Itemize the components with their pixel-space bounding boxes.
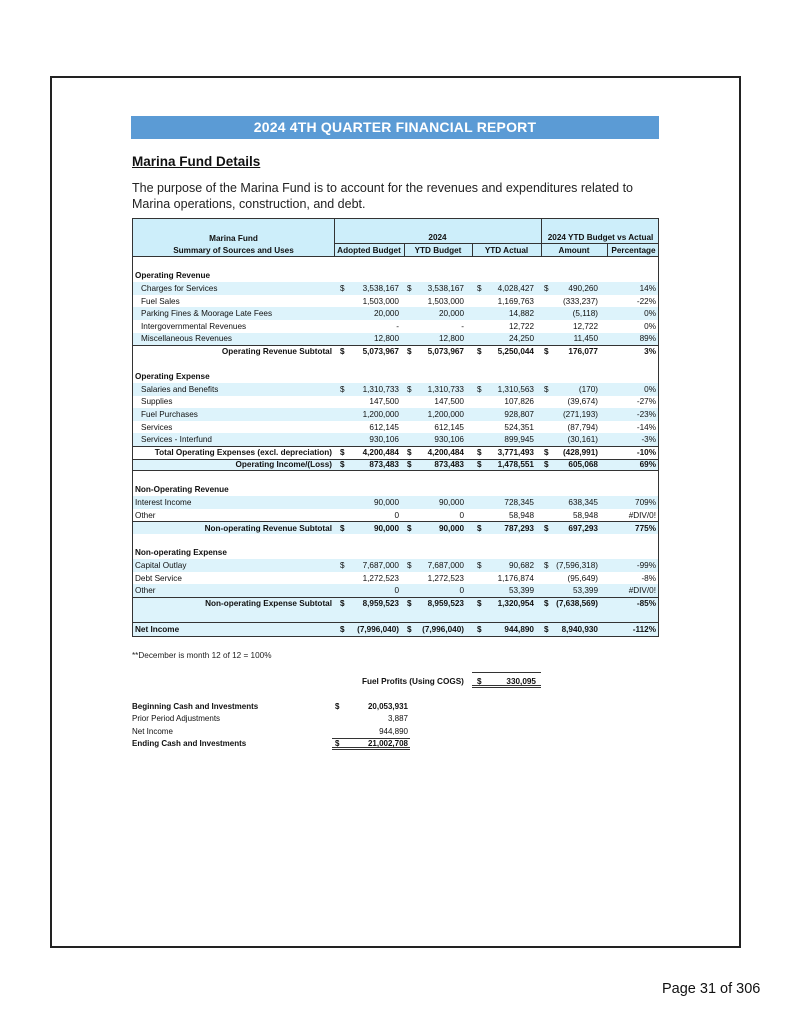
- adopted-budget-value: 3,538,167: [362, 283, 399, 293]
- row-label: Charges for Services: [141, 283, 218, 293]
- currency-symbol: $: [340, 523, 345, 533]
- variance-percentage-value: -112%: [632, 624, 656, 634]
- ytd-actual-value: 90,682: [508, 561, 534, 571]
- header-title-line2: Summary of Sources and Uses: [173, 246, 294, 255]
- currency-symbol: $: [407, 384, 412, 394]
- table-header: [133, 219, 658, 257]
- ytd-actual-value: 3,771,493: [497, 448, 534, 458]
- section-intro: The purpose of the Marina Fund is to account for the revenues and expenditures related to Marina operations, construction, and debt.: [132, 181, 634, 211]
- table-row: [133, 295, 658, 308]
- ytd-actual-value: 728,345: [504, 498, 534, 508]
- currency-symbol: $: [340, 448, 345, 458]
- row-label: Non-operating Expense Subtotal: [205, 599, 332, 609]
- variance-amount-value: (333,237): [562, 296, 598, 306]
- adopted-budget-value: 90,000: [373, 498, 399, 508]
- ytd-actual-value: 1,310,563: [497, 384, 534, 394]
- table-row: [133, 307, 658, 320]
- currency-symbol: $: [544, 561, 549, 571]
- ytd-budget-value: 5,073,967: [427, 347, 464, 357]
- variance-amount-value: (7,596,318): [556, 561, 598, 571]
- currency-symbol: $: [340, 599, 345, 609]
- currency-symbol: $: [544, 460, 549, 470]
- currency-symbol: $: [544, 448, 549, 458]
- col-ytd-actual: YTD Actual: [484, 246, 529, 255]
- ytd-budget-value: 0: [459, 586, 464, 596]
- ytd-actual-value: 24,250: [508, 334, 534, 344]
- ytd-budget-value: 8,959,523: [427, 599, 464, 609]
- variance-amount-value: 638,345: [568, 498, 598, 508]
- operating-expense-total-row: [133, 446, 658, 459]
- row-label: Interest Income: [135, 498, 192, 508]
- ytd-budget-value: 873,483: [434, 460, 464, 470]
- variance-amount-value: (5,118): [572, 309, 598, 319]
- table-row: [133, 433, 658, 446]
- cash-beginning-label: Beginning Cash and Investments: [132, 701, 259, 711]
- variance-percentage-value: 89%: [639, 334, 656, 344]
- currency-symbol: $: [477, 460, 482, 470]
- currency-symbol: $: [407, 347, 412, 357]
- variance-amount-value: (271,193): [562, 409, 598, 419]
- variance-percentage-value: -22%: [636, 296, 656, 306]
- currency-symbol: $: [340, 624, 345, 634]
- variance-amount-value: (87,794): [567, 422, 598, 432]
- currency-symbol: $: [477, 448, 482, 458]
- section-heading: Operating Expense: [135, 372, 210, 382]
- adopted-budget-value: 5,073,967: [362, 347, 399, 357]
- ytd-actual-value: 12,722: [508, 321, 534, 331]
- variance-percentage-value: #DIV/0!: [628, 510, 656, 520]
- adopted-budget-value: 1,503,000: [362, 296, 399, 306]
- adopted-budget-value: 147,500: [369, 397, 399, 407]
- variance-amount-value: (7,638,569): [556, 599, 598, 609]
- adopted-budget-value: 4,200,484: [362, 448, 399, 458]
- variance-amount-value: 176,077: [568, 347, 598, 357]
- adopted-budget-value: 873,483: [369, 460, 399, 470]
- spacer-row: [133, 471, 658, 484]
- row-label: Other: [135, 510, 156, 520]
- ytd-budget-value: 1,272,523: [427, 573, 464, 583]
- variance-percentage-value: -14%: [636, 422, 656, 432]
- currency-symbol: $: [477, 283, 482, 293]
- cash-beginning-value: 20,053,931: [367, 701, 408, 711]
- ytd-budget-value: 90,000: [438, 498, 464, 508]
- variance-percentage-value: 0%: [644, 309, 656, 319]
- spacer-row: [133, 534, 658, 547]
- table-row: [133, 408, 658, 421]
- ytd-budget-value: (7,996,040): [422, 624, 464, 634]
- variance-percentage-value: 69%: [639, 460, 656, 470]
- section-heading-row: [133, 370, 658, 383]
- ytd-actual-value: 58,948: [508, 510, 534, 520]
- row-label: Parking Fines & Moorage Late Fees: [141, 309, 273, 319]
- variance-amount-value: 11,450: [573, 334, 598, 344]
- table-row: [133, 282, 658, 295]
- cash-beginning-row: [132, 700, 422, 713]
- currency-symbol: $: [544, 347, 549, 357]
- page-number: Page 31 of 306: [662, 981, 761, 997]
- variance-percentage-value: -85%: [636, 599, 656, 609]
- net-income-row: [133, 622, 658, 636]
- row-label: Supplies: [141, 397, 173, 407]
- variance-percentage-value: -8%: [641, 573, 656, 583]
- header-title-line1: Marina Fund: [209, 234, 258, 243]
- ytd-budget-value: 90,000: [438, 523, 464, 533]
- currency-symbol: $: [407, 599, 412, 609]
- ytd-budget-value: 4,200,484: [427, 448, 464, 458]
- variance-percentage-value: -3%: [641, 435, 656, 445]
- currency-symbol: $: [407, 448, 412, 458]
- ytd-actual-value: 899,945: [504, 435, 534, 445]
- header-group-2024: 2024: [428, 233, 447, 242]
- variance-percentage-value: -23%: [636, 409, 656, 419]
- col-adopted-budget: Adopted Budget: [337, 246, 401, 255]
- table-row: [133, 584, 658, 597]
- ytd-budget-value: -: [461, 321, 464, 331]
- row-label: Net Income: [135, 624, 180, 634]
- currency-symbol: $: [340, 283, 345, 293]
- operating-revenue-subtotal-row: [133, 345, 658, 358]
- cash-net-income-row: [132, 725, 422, 738]
- table-row: [133, 496, 658, 509]
- variance-percentage-value: 3%: [644, 347, 656, 357]
- section-heading: Operating Revenue: [135, 271, 211, 281]
- currency-symbol: $: [407, 624, 412, 634]
- variance-percentage-value: 709%: [635, 498, 656, 508]
- ytd-budget-value: 0: [459, 510, 464, 520]
- ytd-budget-value: 612,145: [434, 422, 464, 432]
- nonop-expense-subtotal-row: [133, 597, 658, 610]
- currency-symbol: $: [340, 460, 345, 470]
- cash-ending-label: Ending Cash and Investments: [132, 739, 247, 749]
- cash-prior-adj-row: [132, 713, 422, 726]
- ytd-actual-value: 107,826: [504, 397, 534, 407]
- col-ytd-budget: YTD Budget: [414, 246, 462, 255]
- variance-amount-value: 53,399: [572, 586, 598, 596]
- variance-percentage-value: 775%: [635, 523, 656, 533]
- cash-net-income-label: Net Income: [132, 726, 173, 736]
- cash-prior-adj-value: 3,887: [387, 714, 408, 724]
- ytd-budget-value: 147,500: [434, 397, 464, 407]
- currency-symbol: $: [544, 283, 549, 293]
- currency-symbol: $: [477, 599, 482, 609]
- fuel-profits-label: Fuel Profits (Using COGS): [362, 677, 464, 686]
- variance-amount-value: (95,649): [567, 573, 598, 583]
- row-label: Non-operating Revenue Subtotal: [204, 523, 332, 533]
- operating-income-row: [133, 459, 658, 472]
- adopted-budget-value: 930,106: [369, 435, 399, 445]
- currency-symbol: $: [477, 561, 482, 571]
- cash-prior-adj-label: Prior Period Adjustments: [132, 714, 221, 724]
- adopted-budget-value: 1,272,523: [362, 573, 399, 583]
- row-label: Total Operating Expenses (excl. depreciation): [154, 448, 332, 458]
- ytd-budget-value: 3,538,167: [427, 283, 464, 293]
- ytd-budget-value: 1,310,733: [427, 384, 464, 394]
- variance-percentage-value: 0%: [644, 384, 656, 394]
- spacer-row: [133, 257, 658, 270]
- row-label: Other: [135, 586, 156, 596]
- variance-percentage-value: #DIV/0!: [628, 586, 656, 596]
- table-row: [133, 421, 658, 434]
- variance-amount-value: 8,940,930: [561, 624, 598, 634]
- currency-symbol: $: [477, 384, 482, 394]
- variance-amount-value: 605,068: [568, 460, 598, 470]
- variance-percentage-value: -10%: [636, 448, 656, 458]
- adopted-budget-value: 90,000: [373, 523, 399, 533]
- row-label: Fuel Purchases: [141, 409, 198, 419]
- section-title: Marina Fund Details: [132, 154, 261, 169]
- currency-symbol: $: [340, 347, 345, 357]
- currency-symbol: $: [340, 384, 345, 394]
- ytd-actual-value: 1,176,874: [497, 573, 534, 583]
- adopted-budget-value: 12,800: [373, 334, 399, 344]
- row-label: Salaries and Benefits: [141, 384, 219, 394]
- section-heading-row: [133, 547, 658, 560]
- ytd-actual-value: 1,478,551: [497, 460, 534, 470]
- ytd-actual-value: 53,399: [508, 586, 534, 596]
- row-label: Miscellaneous Revenues: [141, 334, 233, 344]
- variance-amount-value: 12,722: [572, 321, 598, 331]
- row-label: Capital Outlay: [135, 561, 187, 571]
- variance-percentage-value: 0%: [644, 321, 656, 331]
- spacer-row: [133, 610, 658, 623]
- col-amount: Amount: [558, 246, 590, 255]
- table-row: [133, 320, 658, 333]
- variance-amount-value: (428,991): [562, 448, 598, 458]
- variance-amount-value: (30,161): [567, 435, 598, 445]
- variance-amount-value: 490,260: [568, 283, 598, 293]
- row-label: Debt Service: [135, 573, 182, 583]
- cash-ending-row: [132, 738, 422, 751]
- nonop-revenue-subtotal-row: [133, 521, 658, 534]
- adopted-budget-value: 20,000: [373, 309, 399, 319]
- table-row: [133, 333, 658, 346]
- table-row: [133, 572, 658, 585]
- spacer-row: [133, 358, 658, 371]
- section-heading-row: [133, 484, 658, 497]
- adopted-budget-value: 612,145: [369, 422, 399, 432]
- variance-percentage-value: -99%: [636, 561, 656, 571]
- ytd-actual-value: 14,882: [508, 309, 534, 319]
- ytd-actual-value: 5,250,044: [497, 347, 534, 357]
- variance-amount-value: 58,948: [572, 510, 598, 520]
- footnote: **December is month 12 of 12 = 100%: [132, 651, 272, 660]
- row-label: Operating Revenue Subtotal: [221, 347, 332, 357]
- table-row: [133, 396, 658, 409]
- ytd-budget-value: 1,503,000: [427, 296, 464, 306]
- cash-ending-value: 21,002,708: [367, 739, 408, 749]
- currency-symbol: $: [407, 283, 412, 293]
- currency-symbol: $: [477, 624, 482, 634]
- adopted-budget-value: 1,200,000: [362, 409, 399, 419]
- section-heading: Non-operating Expense: [135, 548, 227, 558]
- table-row: [133, 559, 658, 572]
- currency-symbol: $: [544, 523, 549, 533]
- ytd-budget-value: 20,000: [438, 309, 464, 319]
- ytd-budget-value: 7,687,000: [427, 561, 464, 571]
- adopted-budget-value: 8,959,523: [362, 599, 399, 609]
- ytd-actual-value: 1,169,763: [497, 296, 534, 306]
- row-label: Operating Income/(Loss): [235, 460, 332, 470]
- ytd-actual-value: 1,320,954: [497, 599, 534, 609]
- fuel-profits-value: 330,095: [506, 677, 536, 686]
- ytd-actual-value: 524,351: [504, 422, 534, 432]
- section-heading-row: [133, 270, 658, 283]
- ytd-budget-value: 1,200,000: [427, 409, 464, 419]
- cash-net-income-value: 944,890: [379, 726, 408, 736]
- variance-amount-value: 697,293: [568, 523, 598, 533]
- currency-symbol: $: [340, 561, 345, 571]
- cash-ending-currency: $: [335, 739, 340, 749]
- adopted-budget-value: 7,687,000: [362, 561, 399, 571]
- currency-symbol: $: [477, 523, 482, 533]
- currency-symbol: $: [544, 624, 549, 634]
- table-row: [133, 383, 658, 396]
- fuel-profits-currency: $: [477, 677, 482, 686]
- currency-symbol: $: [407, 460, 412, 470]
- cash-summary: [132, 700, 422, 750]
- row-label: Intergovernmental Revenues: [141, 321, 247, 331]
- ytd-actual-value: 787,293: [504, 523, 534, 533]
- ytd-actual-value: 4,028,427: [497, 283, 534, 293]
- variance-percentage-value: 14%: [639, 283, 656, 293]
- currency-symbol: $: [477, 347, 482, 357]
- currency-symbol: $: [544, 384, 549, 394]
- currency-symbol: $: [407, 561, 412, 571]
- row-label: Services: [141, 422, 173, 432]
- adopted-budget-value: 0: [394, 586, 399, 596]
- header-group-variance: 2024 YTD Budget vs Actual: [547, 233, 654, 242]
- table-row: [133, 509, 658, 522]
- row-label: Fuel Sales: [141, 296, 180, 306]
- adopted-budget-value: (7,996,040): [357, 624, 399, 634]
- report-banner: 2024 4TH QUARTER FINANCIAL REPORT: [131, 116, 659, 139]
- row-label: Services - Interfund: [141, 435, 212, 445]
- adopted-budget-value: 1,310,733: [362, 384, 399, 394]
- ytd-budget-value: 12,800: [438, 334, 464, 344]
- ytd-actual-value: 944,890: [504, 624, 534, 634]
- section-heading: Non-Operating Revenue: [135, 485, 229, 495]
- variance-amount-value: (39,674): [567, 397, 598, 407]
- currency-symbol: $: [407, 523, 412, 533]
- currency-symbol: $: [544, 599, 549, 609]
- variance-percentage-value: -27%: [636, 397, 656, 407]
- adopted-budget-value: 0: [394, 510, 399, 520]
- marina-fund-table: [132, 218, 659, 637]
- col-percentage: Percentage: [611, 246, 656, 255]
- ytd-actual-value: 928,807: [504, 409, 534, 419]
- variance-amount-value: (170): [578, 384, 598, 394]
- cash-beginning-currency: $: [335, 701, 340, 711]
- adopted-budget-value: -: [396, 321, 399, 331]
- ytd-budget-value: 930,106: [434, 435, 464, 445]
